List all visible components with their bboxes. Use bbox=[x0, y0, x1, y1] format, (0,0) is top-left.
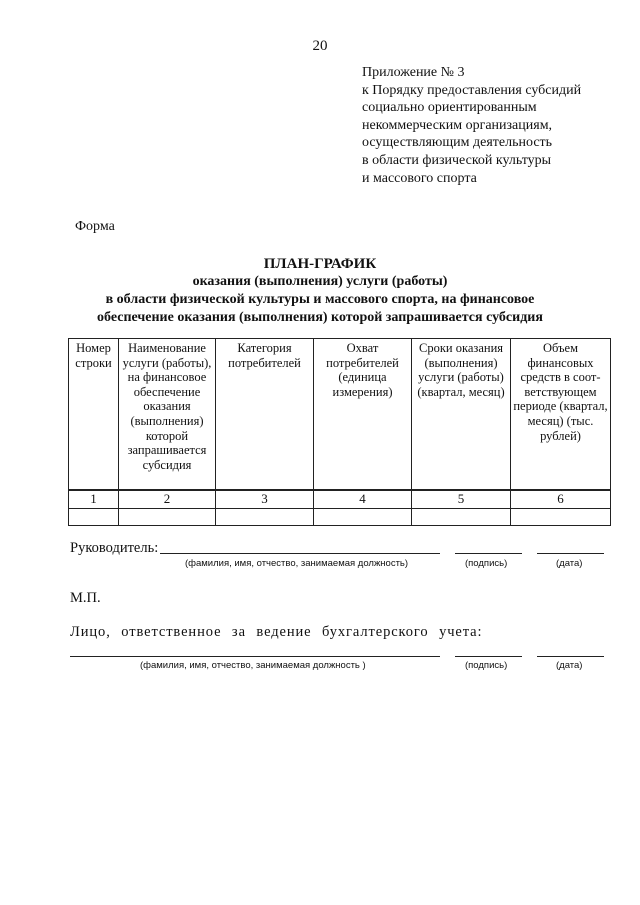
column-number: 1 bbox=[69, 491, 119, 509]
document-title bbox=[0, 255, 640, 327]
column-number: 4 bbox=[314, 491, 412, 509]
head-date-line bbox=[537, 553, 604, 554]
header-cell-terms: Сроки оказания (выполнения) услуги (работы) (квартал, месяц) bbox=[412, 339, 511, 490]
fio-caption: (фамилия, имя, отчество, занимаемая должность) bbox=[185, 558, 409, 569]
table-number-row bbox=[69, 491, 611, 509]
header-cell-row-number: Номер строки bbox=[69, 339, 119, 490]
appendix-line: некоммерческим организациям, bbox=[362, 117, 553, 133]
empty-cell bbox=[412, 508, 511, 525]
accountant-date-line bbox=[537, 656, 604, 657]
head-sign-line bbox=[455, 553, 522, 554]
table-empty-row bbox=[69, 508, 611, 525]
column-number: 2 bbox=[119, 491, 216, 509]
sign-caption: (подпись) bbox=[465, 660, 508, 671]
empty-cell bbox=[69, 508, 119, 525]
header-cell-consumer-category: Категория потребителей bbox=[216, 339, 314, 490]
accountant-sign-line bbox=[455, 656, 522, 657]
empty-cell bbox=[119, 508, 216, 525]
form-label: Форма bbox=[75, 219, 115, 234]
column-number: 3 bbox=[216, 491, 314, 509]
empty-cell bbox=[216, 508, 314, 525]
header-cell-coverage: Охват потребителей (единица измерения) bbox=[314, 339, 412, 490]
stamp-label: М.П. bbox=[70, 590, 101, 606]
accountant-label: Лицо, ответственное за ведение бухгалтерского учета: bbox=[70, 624, 483, 640]
sign-caption: (подпись) bbox=[465, 558, 508, 569]
title-line: обеспечение оказания (выполнения) которой запрашивается субсидия bbox=[97, 310, 543, 325]
head-label: Руководитель: bbox=[70, 540, 159, 556]
page-number: 20 bbox=[312, 38, 328, 54]
appendix-line: к Порядку предоставления субсидий bbox=[362, 82, 582, 98]
table-header-row bbox=[69, 339, 611, 490]
column-number: 6 bbox=[511, 491, 611, 509]
plan-schedule-table bbox=[68, 338, 611, 526]
accountant-fio-line bbox=[70, 656, 440, 657]
appendix-block bbox=[362, 64, 581, 187]
empty-cell bbox=[511, 508, 611, 525]
title-line: в области физической культуры и массового спорта, на финансовое bbox=[105, 292, 535, 307]
date-caption: (дата) bbox=[556, 558, 583, 569]
empty-cell bbox=[314, 508, 412, 525]
appendix-line: в области физической культуры bbox=[362, 152, 552, 168]
title-line: оказания (выполнения) услуги (работы) bbox=[192, 274, 448, 289]
header-cell-service-name: Наименование услуги (работы), на финансовое обеспечение оказания (выполнения) которой запрашивается субсидия bbox=[119, 339, 216, 490]
title-line: ПЛАН-ГРАФИК bbox=[263, 256, 377, 272]
fio-caption: (фамилия, имя, отчество, занимаемая должность ) bbox=[140, 660, 366, 671]
appendix-line: осуществляющим деятельность bbox=[362, 135, 553, 151]
column-number: 5 bbox=[412, 491, 511, 509]
appendix-line: социально ориентированным bbox=[362, 100, 537, 116]
appendix-line: Приложение № 3 bbox=[362, 65, 465, 80]
date-caption: (дата) bbox=[556, 660, 583, 671]
header-cell-funding: Объем финансовых средств в соот-ветствующем периоде (квартал, месяц) (тыс. рублей) bbox=[511, 339, 611, 490]
head-fio-line bbox=[160, 553, 440, 554]
appendix-line: и массового спорта bbox=[362, 170, 477, 186]
